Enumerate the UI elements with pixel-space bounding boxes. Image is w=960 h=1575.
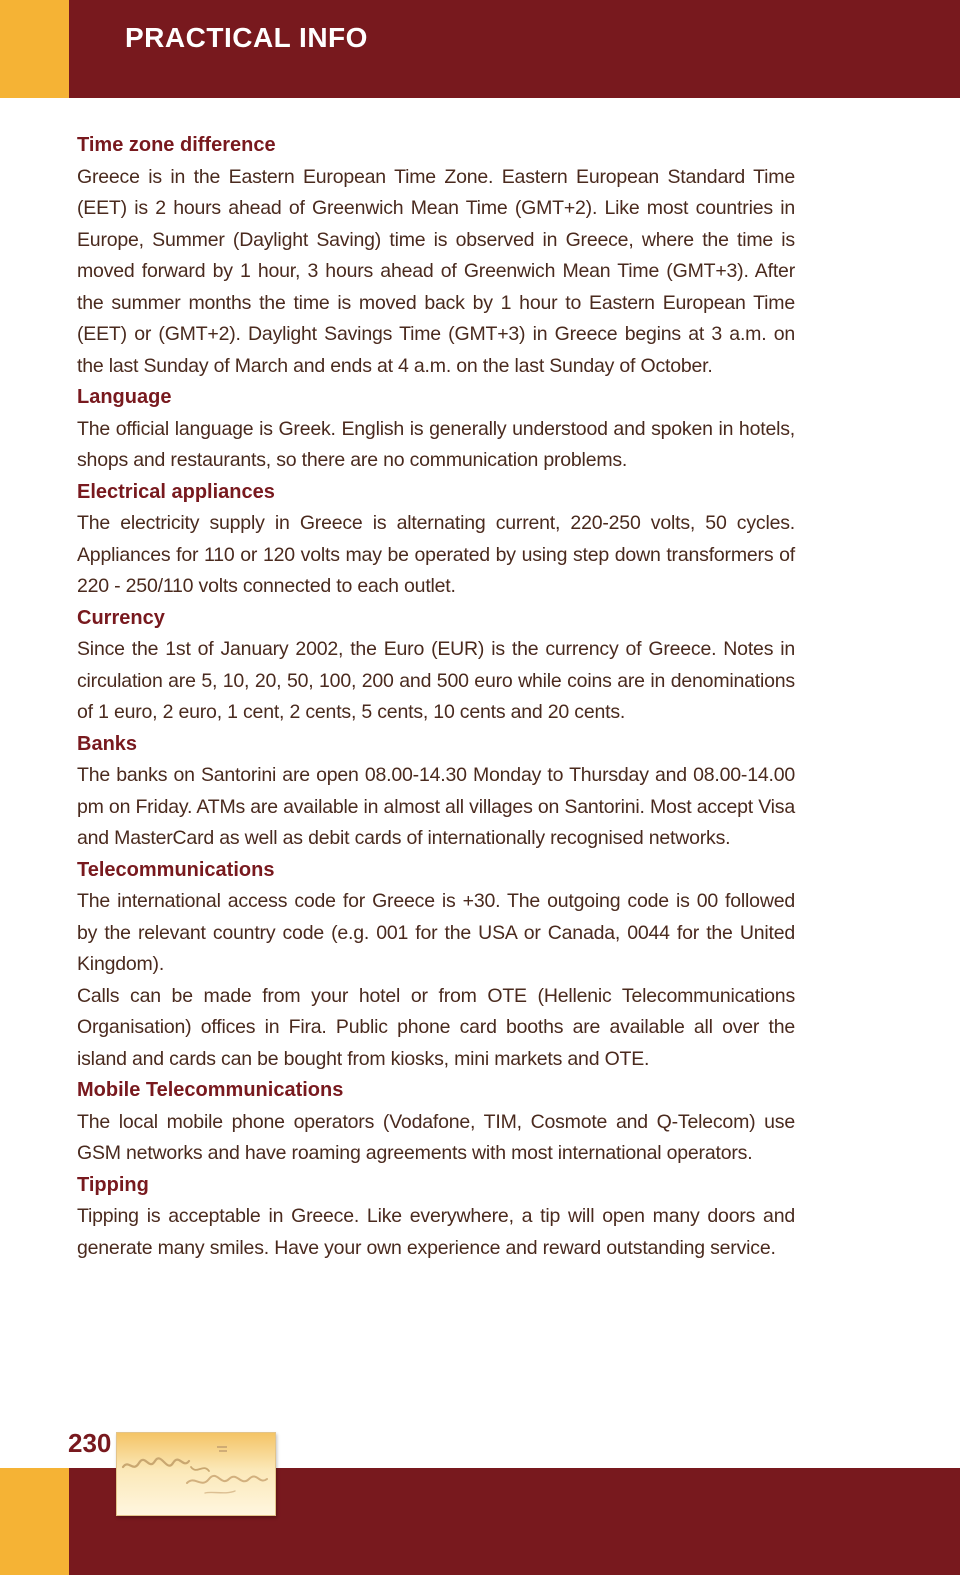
section-heading-tipping: Tipping — [77, 1173, 149, 1196]
section-paragraph: The banks on Santorini are open 08.00-14.30 Monday to Thursday and 08.00-14.00 pm on Friday. ATMs are available in almost all villages on Santorini. Most accept Visa and MasterCard as well as debit cards of internationally recognised networks. — [77, 764, 795, 849]
section-paragraph: The electricity supply in Greece is alternating current, 220-250 volts, 50 cycles. Appliances for 110 or 120 volts may be operated by using step down transformers of 220 - 250/110 volts connected to each outlet. — [77, 512, 795, 597]
section-heading-telecommunications: Telecommunications — [77, 858, 275, 881]
section-heading-currency: Currency — [77, 606, 165, 629]
header-accent-strip — [0, 0, 69, 98]
section-paragraph: Calls can be made from your hotel or from OTE (Hellenic Telecommunications Organisation) offices in Fira. Public phone card booths are available all over the island and cards can be bought from kiosks, mini markets and OTE. — [77, 984, 795, 1070]
section-heading-time-zone: Time zone difference — [77, 134, 276, 156]
section-paragraph: Tipping is acceptable in Greece. Like everywhere, a tip will open many doors and generate many smiles. Have your own experience and reward outstanding service. — [77, 1205, 795, 1259]
section-paragraph: Greece is in the Eastern European Time Zone. Eastern European Standard Time (EET) is 2 hours ahead of Greenwich Mean Time (GMT+2). Like most countries in Europe, Summer (Daylight Saving) time is observed in Greece, where the time is moved forward by 1 hour, 3 hours ahead of Greenwich Mean Time (GMT+3). After the summer months the time is moved back by 1 hour to Eastern European Time (EET) or (GMT+2). Daylight Savings Time (GMT+3) in Greece begins at 3 a.m. on the last Sunday of March and ends at 4 a.m. on the last Sunday of October. — [77, 165, 795, 377]
page-title: PRACTICAL INFO — [125, 22, 368, 53]
section-paragraph: Since the 1st of January 2002, the Euro (EUR) is the currency of Greece. Notes in circulation are 5, 10, 20, 50, 100, 200 and 500 euro while coins are in denominations of 1 euro, 2 euro, 1 cent, 2 cents, 5 cents, 10 cents and 20 cents. — [77, 638, 795, 723]
section-heading-mobile: Mobile Telecommunications — [77, 1079, 344, 1101]
section-heading-electrical: Electrical appliances — [77, 480, 275, 503]
section-paragraph: The local mobile phone operators (Vodafone, TIM, Cosmote and Q-Telecom) use GSM networks and have roaming agreements with most international operators. — [77, 1110, 795, 1164]
footer-accent-strip — [0, 1468, 69, 1575]
logo-script-graphic — [117, 1433, 275, 1515]
section-paragraph: The official language is Greek. English is generally understood and spoken in hotels, shops and restaurants, so there are no communication problems. — [77, 417, 795, 471]
page-number: 230 — [68, 1428, 112, 1458]
section-heading-language: Language — [77, 386, 172, 408]
content-area — [77, 130, 795, 1264]
brand-logo — [116, 1432, 276, 1516]
section-heading-banks: Banks — [77, 732, 138, 755]
section-paragraph: The international access code for Greece is +30. The outgoing code is 00 followed by the relevant country code (e.g. 001 for the USA or Canada, 0044 for the United Kingdom). — [77, 890, 795, 975]
